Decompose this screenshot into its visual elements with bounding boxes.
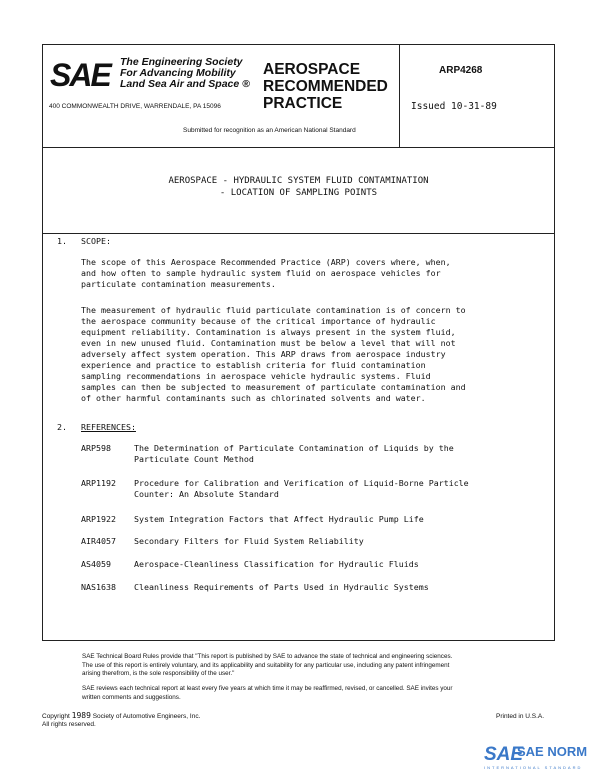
header [43,45,554,148]
ref-code: AS4059 [81,559,111,569]
address: 400 COMMONWEALTH DRIVE, WARRENDALE, PA 15096 [49,103,221,110]
svg-text:SAE: SAE [484,744,524,765]
ref-code: AIR4057 [81,536,116,546]
ref-title: Procedure for Calibration and Verification of Liquid-Borne Particle Counter: An Absolute Standard [134,478,469,499]
doc-number: ARP4268 [439,65,483,76]
ref-code: ARP1192 [81,478,116,488]
sae-logo: SAE [50,57,110,93]
ref-code: NAS1638 [81,582,116,592]
ref-code: ARP598 [81,443,111,453]
scope-paragraph-1: The scope of this Aerospace Recommended Practice (ARP) covers where, when, and how often to sample hydraulic system fluid on aerospace vehicles for particulate contamination measurements. [81,257,451,289]
ref-title: Secondary Filters for Fluid System Reliability [134,536,364,546]
document-frame [42,44,555,641]
title-line-1: AEROSPACE - HYDRAULIC SYSTEM FLUID CONTAMINATION [168,176,429,186]
scope-paragraph-2: The measurement of hydraulic fluid particulate contamination is of concern to the aerospace community because of the critical importance of hydraulic equipment reliability. Contamination is always present in the system fluid, even in new unused fluid. Contamination must be below a level that will not adversely affect system operation. This ARP draws from aerospace industry experience and practice to establish criteria for fluid contamination sampling recommendations in aerospace vehicle hydraulic systems. Fluid samples can then be subjected to measurement of particulate contamination and of other harmful contaminants such as chlorinated solvents and water. [81,305,466,403]
ref-title: Aerospace-Cleanliness Classification for Hydraulic Fluids [134,559,419,569]
review-note: SAE reviews each technical report at least every five years at which time it may be reaffirmed, revised, or cancelled. SAE invites your written comments and suggestions. [82,685,453,701]
title-line-2: - LOCATION OF SAMPLING POINTS [219,188,378,198]
references-heading: REFERENCES: [81,422,136,432]
board-rules-note: SAE Technical Board Rules provide that "This report is published by SAE to advance the state of technical and engineering sciences. The use of this report is entirely voluntary, and its applicability and suitability for any particular use, including any patent infringement arising therefrom, is the sole responsibility of the user." [82,653,453,677]
watermark-subtitle: INTERNATIONAL STANDARD [484,765,583,770]
scope-number: 1. [57,236,67,246]
title-box [43,147,554,234]
header-divider [399,45,400,147]
ref-title: System Integration Factors that Affect Hydraulic Pump Life [134,514,424,524]
issued-date: Issued 10-31-89 [411,101,497,112]
ref-title: Cleanliness Requirements of Parts Used in Hydraulic Systems [134,582,429,592]
scope-heading: SCOPE: [81,236,111,246]
references-number: 2. [57,422,67,432]
copyright: Copyright 1989 Society of Automotive Engineers, Inc. All rights reserved. [42,711,201,728]
doc-type: AEROSPACE RECOMMENDED PRACTICE [263,61,388,112]
submitted-note: Submitted for recognition as an American National Standard [183,127,356,134]
ref-code: ARP1922 [81,514,116,524]
watermark-text: SAE NORM [517,744,588,759]
society-tagline: The Engineering Society For Advancing Mobility Land Sea Air and Space ® [120,56,250,90]
printed-in: Printed in U.S.A. [496,713,545,720]
ref-title: The Determination of Particulate Contamination of Liquids by the Particulate Count Method [134,443,454,464]
